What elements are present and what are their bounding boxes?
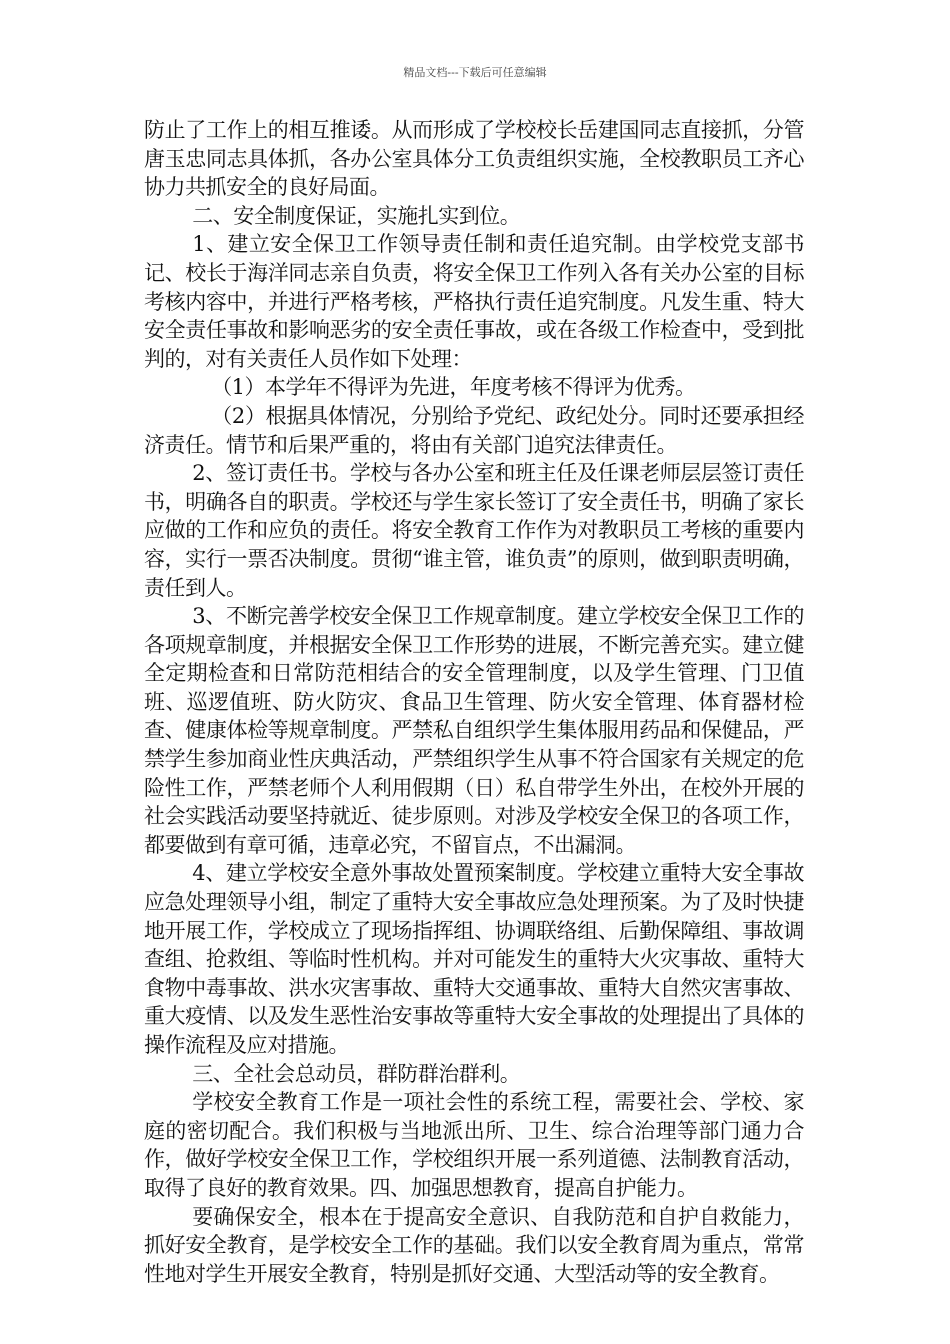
paragraph-item-1: 1、建立安全保卫工作领导责任制和责任追究制。由学校党支部书记、校长于海洋同志亲自负责，将安全保卫工作列入各有关办公室的目标考核内容中，并进行严格考核，严格执行责任追究制度。凡发生重、特大安全责任事故和影响恶劣的安全责任事故，或在各级工作检查中，受到批判的，对有关责任人员作如下处理： bbox=[144, 232, 804, 371]
section-heading-2: 二、安全制度保证，实施扎实到位。 bbox=[192, 203, 521, 228]
paragraph-subitem-1: （1）本学年不得评为先进，年度考核不得评为优秀。 bbox=[211, 375, 696, 400]
section-heading-3: 三、全社会总动员，群防群治群利。 bbox=[192, 1061, 521, 1086]
paragraph-section-3-body: 学校安全教育工作是一项社会性的系统工程，需要社会、学校、家庭的密切配合。我们积极与当地派出所、卫生、综合治理等部门通力合作，做好学校安全保卫工作，学校组织开展一系列道德、法制教育活动，取得了良好的教育效果。四、加强思想教育，提高自护能力。 bbox=[144, 1090, 804, 1200]
page-header: 精品文档---下载后可任意编辑 bbox=[403, 66, 547, 79]
paragraph-item-4: 4、建立学校安全意外事故处置预案制度。学校建立重特大安全事故应急处理领导小组，制定了重特大安全事故应急处理预案。为了及时快捷地开展工作，学校成立了现场指挥组、协调联络组、后勤保障组、事故调查组、抢救组、等临时性机构。并对可能发生的重特大火灾事故、重特大食物中毒事故、洪水灾害事故、重特大交通事故、重特大自然灾害事故、重大疫情、以及发生恶性治安事故等重特大安全事故的处理提出了具体的操作流程及应对措施。 bbox=[144, 861, 804, 1057]
paragraph-section-4-body: 要确保安全，根本在于提高安全意识、自我防范和自护自救能力，抓好安全教育，是学校安全工作的基础。我们以安全教育周为重点，常常性地对学生开展安全教育，特别是抓好交通、大型活动等的安全教育。 bbox=[144, 1204, 804, 1286]
paragraph-continuation: 防止了工作上的相互推诿。从而形成了学校校长岳建国同志直接抓，分管唐玉忠同志具体抓，各办公室具体分工负责组织实施，全校教职员工齐心协力共抓安全的良好局面。 bbox=[144, 118, 804, 200]
paragraph-subitem-2: （2）根据具体情况，分别给予党纪、政纪处分。同时还要承担经济责任。情节和后果严重的，将由有关部门追究法律责任。 bbox=[144, 403, 804, 457]
document-body bbox=[144, 116, 804, 1288]
paragraph-item-3: 3、不断完善学校安全保卫工作规章制度。建立学校安全保卫工作的各项规章制度，并根据安全保卫工作形势的进展，不断完善充实。建立健全定期检查和日常防范相结合的安全管理制度，以及学生管理、门卫值班、巡逻值班、防火防灾、食品卫生管理、防火安全管理、体育器材检查、健康体检等规章制度。严禁私自组织学生集体服用药品和保健品，严禁学生参加商业性庆典活动，严禁组织学生从事不符合国家有关规定的危险性工作，严禁老师个人利用假期（日）私自带学生外出，在校外开展的社会实践活动要坚持就近、徒步原则。对涉及学校安全保卫的各项工作，都要做到有章可循，违章必究，不留盲点，不出漏洞。 bbox=[144, 604, 804, 857]
paragraph-item-2: 2、签订责任书。学校与各办公室和班主任及任课老师层层签订责任书，明确各自的职责。学校还与学生家长签订了安全责任书，明确了家长应做的工作和应负的责任。将安全教育工作作为对教职员工考核的重要内容，实行一票否决制度。贯彻“谁主管，谁负责”的原则，做到职责明确，责任到人。 bbox=[144, 461, 804, 600]
